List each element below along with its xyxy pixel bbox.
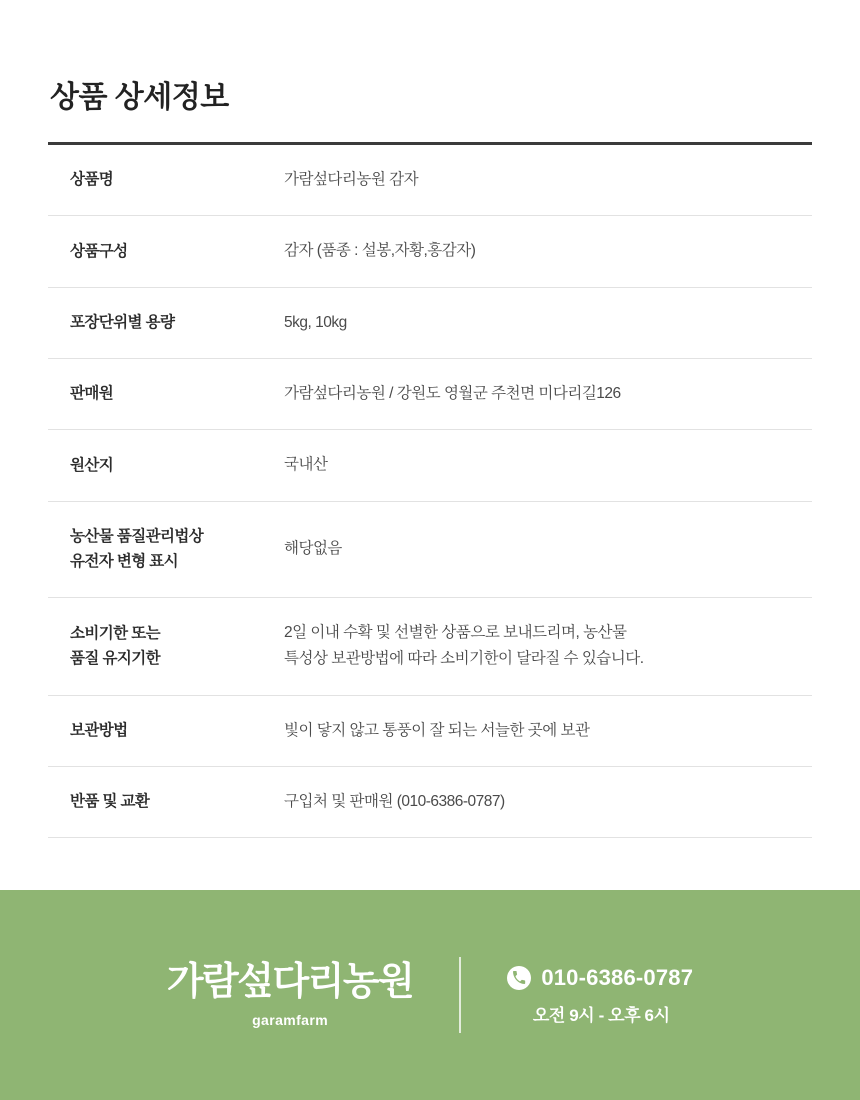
spec-value-product-name: 가람섶다리농원 감자 — [284, 171, 419, 188]
phone-icon — [507, 966, 531, 990]
table-row — [48, 430, 812, 501]
product-spec-table — [48, 142, 812, 838]
spec-value-expiry — [284, 597, 812, 695]
spec-label-expiry-line1: 소비기한 또는 — [70, 624, 160, 642]
spec-value-package-volume: 5kg, 10kg — [284, 313, 347, 331]
page-title: 상품 상세정보 — [50, 81, 229, 114]
brand-subtitle: garamfarm — [252, 1011, 329, 1028]
table-row — [48, 216, 812, 287]
spec-label-expiry-line2: 품질 유지기한 — [70, 650, 160, 668]
footer-contact — [461, 965, 693, 1026]
table-row — [48, 597, 812, 695]
footer-phone-line — [507, 965, 693, 991]
spec-value-seller: 가람섶다리농원 / 강원도 영월군 주천면 미다리길126 — [284, 385, 621, 403]
footer-inner — [167, 957, 693, 1033]
footer-phone-number[interactable]: 010-6386-0787 — [541, 964, 694, 990]
spec-value-composition: 감자 (품종 : 설봉,자황,홍감자) — [284, 242, 476, 260]
spec-label-origin: 원산지 — [70, 456, 114, 474]
spec-label-gmo — [48, 501, 284, 597]
footer-business-hours: 오전 9시 - 오후 6시 — [532, 1005, 670, 1025]
page-footer — [0, 890, 860, 1100]
spec-label-package-volume: 포장단위별 용량 — [70, 314, 175, 332]
brand-name: 가람섶다리농원 — [166, 961, 414, 1004]
spec-label-storage: 보관방법 — [70, 721, 128, 739]
spec-label-return-exchange: 반품 및 교환 — [70, 793, 150, 811]
table-row — [48, 695, 812, 766]
spec-value-return-exchange: 구입처 및 판매원 (010-6386-0787) — [284, 792, 505, 810]
spec-value-expiry-line1: 2일 이내 수확 및 선별한 상품으로 보내드리며, 농산물 — [284, 623, 627, 641]
table-row — [48, 501, 812, 597]
spec-label-seller: 판매원 — [70, 385, 114, 403]
spec-label-gmo-line1: 농산물 품질관리법상 — [70, 527, 204, 545]
spec-label-product-name: 상품명 — [70, 171, 114, 189]
spec-label-expiry — [48, 597, 284, 695]
table-row — [48, 766, 812, 837]
spec-value-expiry-line2: 특성상 보관방법에 따라 소비기한이 달라질 수 있습니다. — [284, 650, 644, 668]
table-row — [48, 144, 812, 216]
spec-value-gmo: 해당없음 — [284, 540, 342, 558]
spec-label-composition: 상품구성 — [70, 242, 128, 260]
table-row — [48, 359, 812, 430]
spec-value-storage: 빛이 닿지 않고 통풍이 잘 되는 서늘한 곳에 보관 — [284, 721, 590, 739]
spec-label-gmo-line2: 유전자 변형 표시 — [70, 553, 179, 571]
spec-value-origin: 국내산 — [284, 456, 328, 474]
footer-brand — [167, 962, 459, 1028]
table-row — [48, 287, 812, 358]
